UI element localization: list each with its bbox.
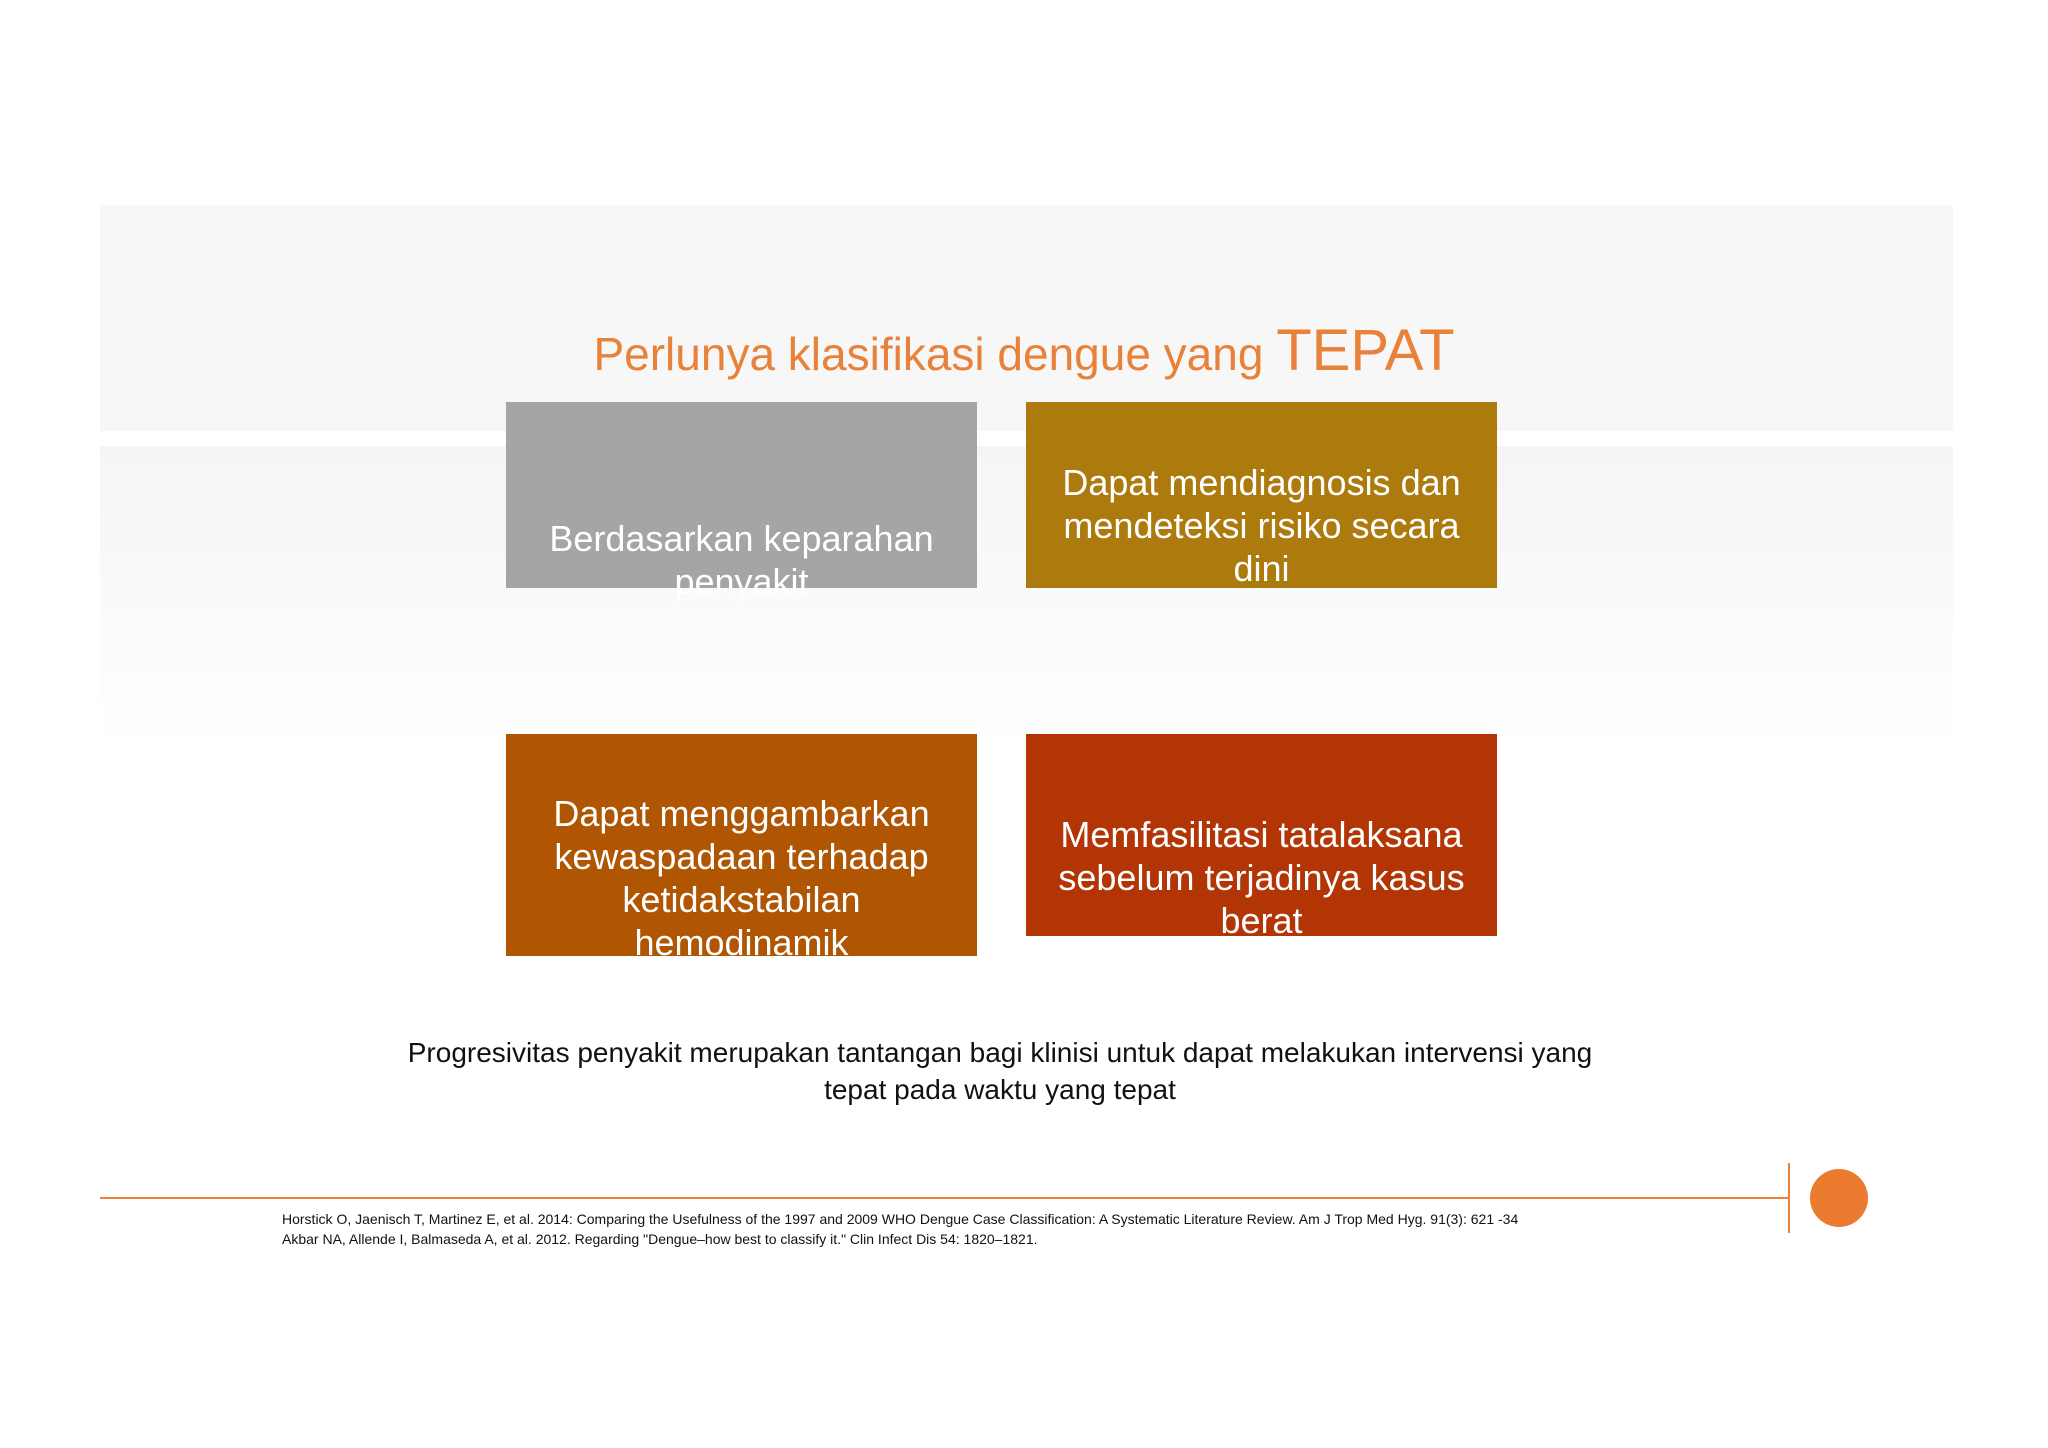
footer-divider [100, 1197, 1790, 1199]
box-management [1026, 734, 1497, 941]
box-hemodynamic-text: Dapat menggambarkan kewaspadaan terhadap ketidakstabilan hemodinamik [553, 793, 930, 963]
title-emphasis: TEPAT [1276, 318, 1455, 383]
slide-title [0, 318, 2048, 387]
box-early-diagnosis-text: Dapat mendiagnosis dan mendeteksi risiko secara dini [1062, 462, 1461, 589]
reference-item: Horstick O, Jaenisch T, Martinez E, et al. 2014: Comparing the Usefulness of the 1997 and 2009 WHO Dengue Case Classification: A Systematic Literature Review. Am J Trop Med Hyg. 91(3): 621 -34 [282, 1211, 1519, 1227]
box-severity-text: Berdasarkan keparahan penyakit [549, 518, 934, 602]
box-management-text: Memfasilitasi tatalaksana sebelum terjadinya kasus berat [1058, 814, 1465, 941]
reference-item: Akbar NA, Allende I, Balmaseda A, et al. 2012. Regarding "Dengue–how best to classify it." Clin Infect Dis 54: 1820–1821. [282, 1231, 1038, 1247]
box-early-diagnosis [1026, 402, 1497, 588]
title-main: Perlunya klasifikasi dengue yang [593, 328, 1277, 380]
summary-text: Progresivitas penyakit merupakan tantangan bagi klinisi untuk dapat melakukan intervensi yang tepat pada waktu yang tepat [407, 1037, 1593, 1105]
box-hemodynamic [506, 734, 977, 963]
references [282, 1209, 1762, 1249]
footer-tick [1788, 1163, 1790, 1233]
box-severity [506, 402, 977, 602]
footer-dot [1810, 1169, 1868, 1227]
